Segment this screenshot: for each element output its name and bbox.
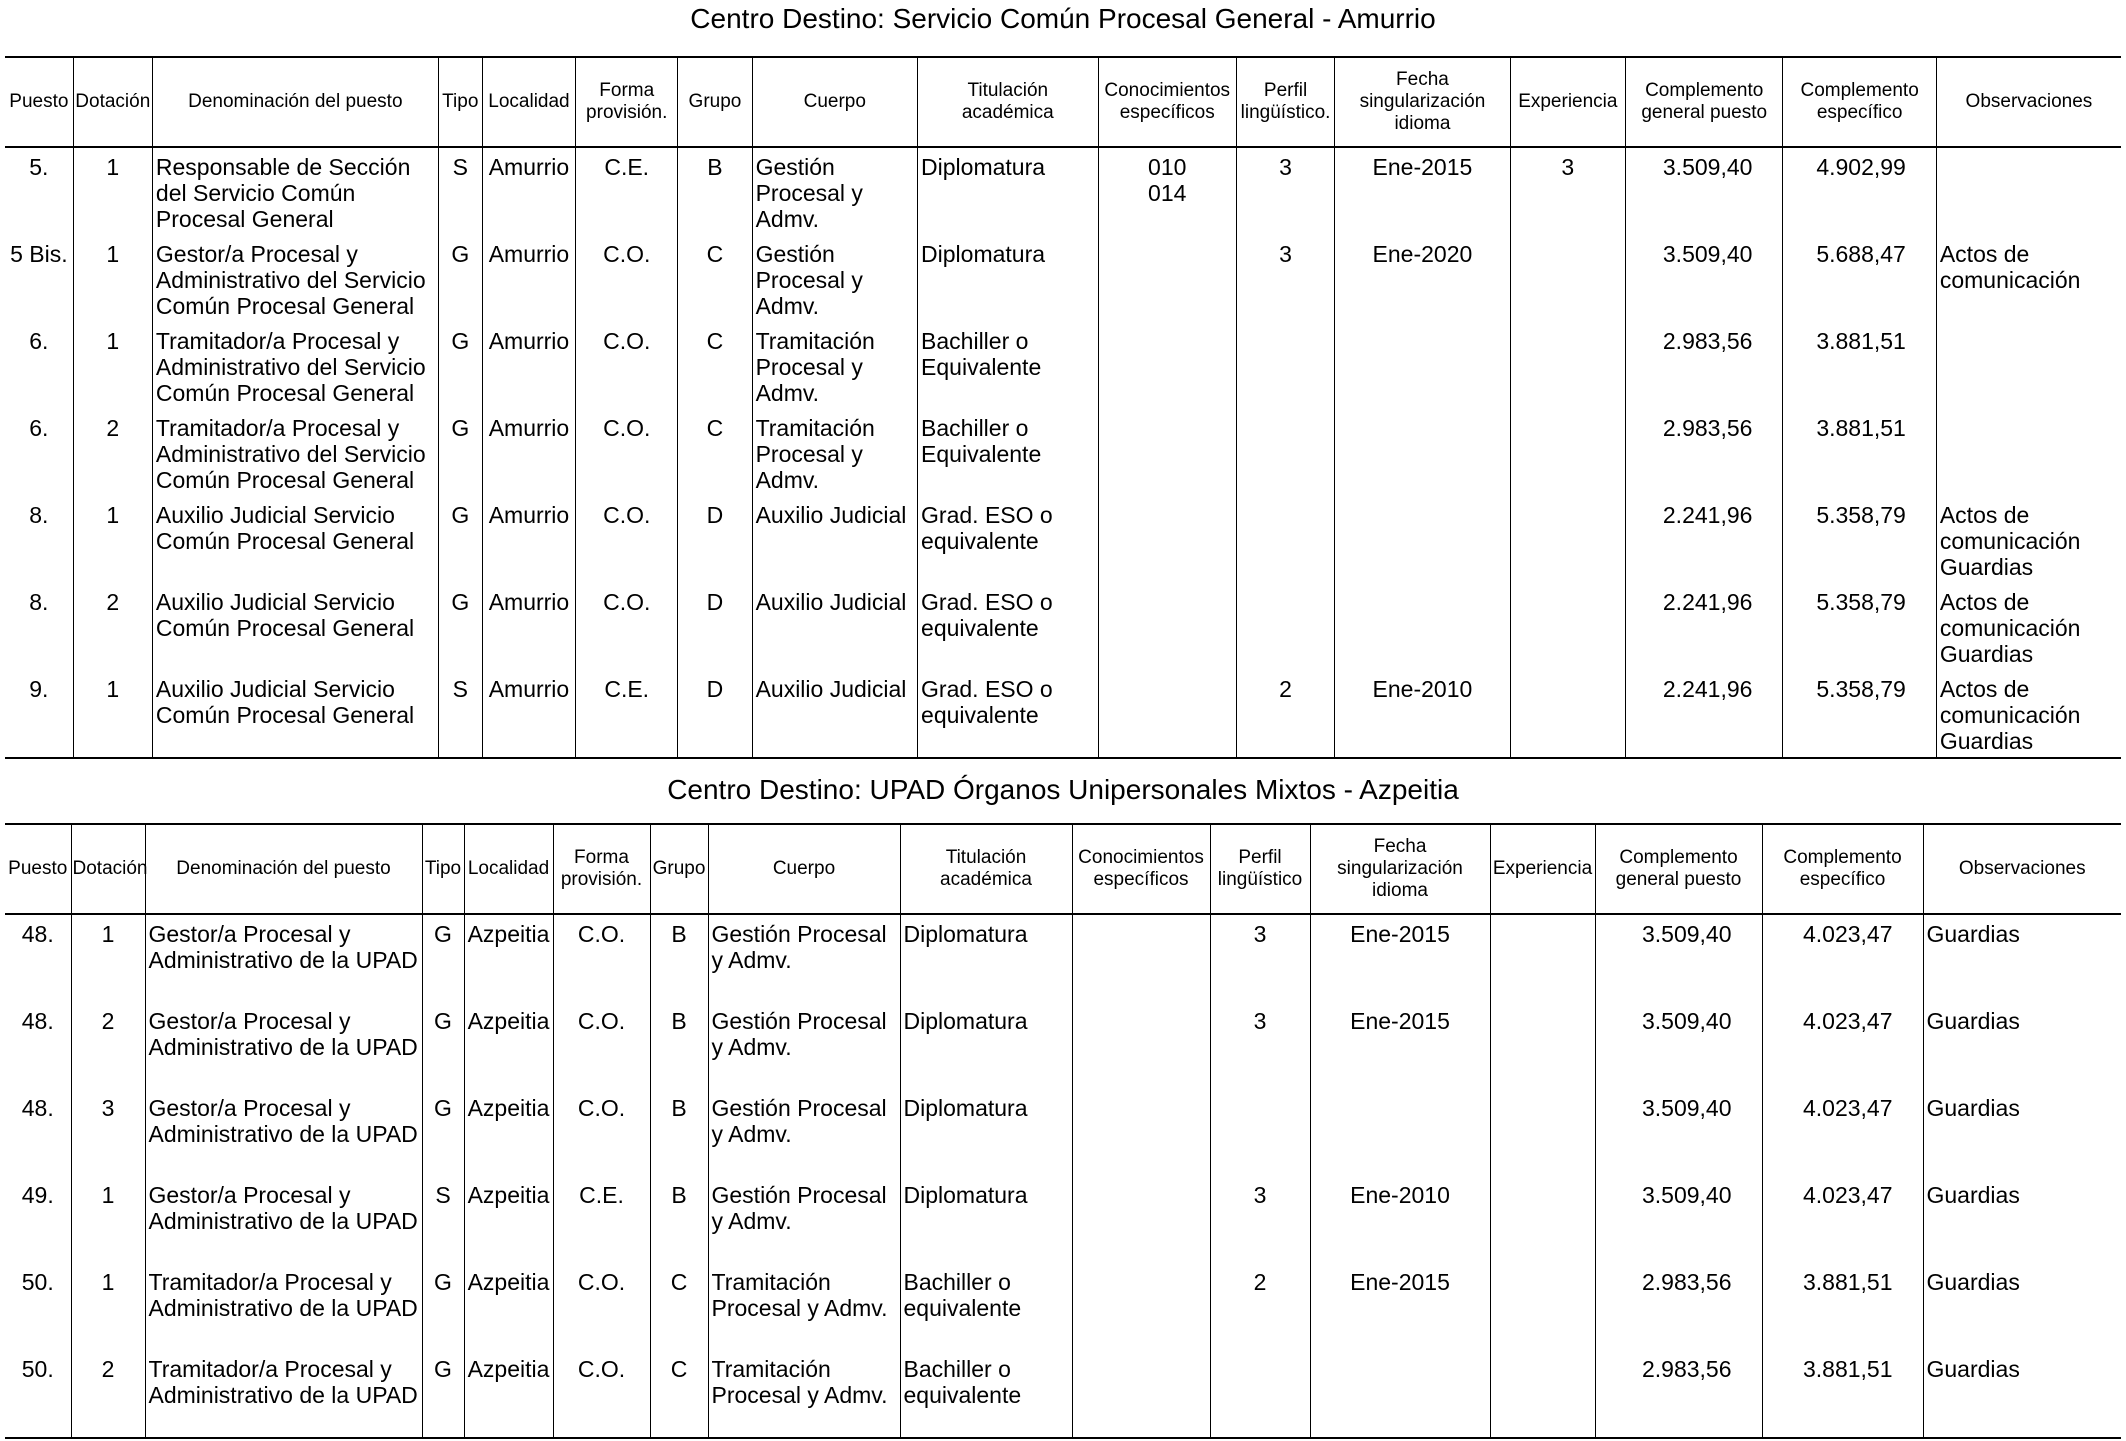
cell-denominacion: Auxilio Judicial Servicio Común Procesal General xyxy=(152,670,438,758)
cell-localidad: Azpeitia xyxy=(464,914,553,1002)
cell-dotacion: 1 xyxy=(73,147,152,235)
cell-observaciones: Actos de comunicación Guardias xyxy=(1936,496,2121,583)
cell-cuerpo: Gestión Procesal y Admv. xyxy=(708,914,900,1002)
table-amurrio xyxy=(5,56,2121,759)
cell-experiencia xyxy=(1510,235,1625,322)
table-header-row xyxy=(5,824,2121,914)
cell-complemento-general: 2.983,56 xyxy=(1625,322,1782,409)
cell-conocimientos: 010 014 xyxy=(1098,147,1236,235)
cell-titulacion: Grad. ESO o equivalente xyxy=(918,496,1099,583)
cell-observaciones: Actos de comunicación xyxy=(1936,235,2121,322)
cell-complemento-especifico: 5.358,79 xyxy=(1783,670,1936,758)
cell-forma-provision: C.O. xyxy=(553,914,650,1002)
cell-complemento-especifico: 4.023,47 xyxy=(1762,1089,1923,1176)
cell-titulacion: Diplomatura xyxy=(900,1002,1072,1089)
cell-complemento-general: 3.509,40 xyxy=(1595,1176,1762,1263)
cell-dotacion: 3 xyxy=(71,1089,145,1176)
header-complemento-general: Complemento general puesto xyxy=(1625,57,1782,147)
cell-perfil: 2 xyxy=(1210,1263,1310,1350)
cell-localidad: Amurrio xyxy=(482,670,575,758)
cell-denominacion: Gestor/a Procesal y Administrativo del Servicio Común Procesal General xyxy=(152,235,438,322)
cell-grupo: C xyxy=(678,235,752,322)
cell-dotacion: 1 xyxy=(73,235,152,322)
cell-titulacion: Grad. ESO o equivalente xyxy=(918,670,1099,758)
header-tipo: Tipo xyxy=(422,824,464,914)
cell-tipo: G xyxy=(438,496,482,583)
cell-dotacion: 1 xyxy=(73,322,152,409)
cell-puesto: 6. xyxy=(29,415,49,441)
cell-conocimientos xyxy=(1072,1176,1210,1263)
header-conocimientos: Conocimientos específicos xyxy=(1098,57,1236,147)
cell-experiencia xyxy=(1490,1263,1595,1350)
cell-titulacion: Bachiller o Equivalente xyxy=(918,322,1099,409)
table-row xyxy=(5,1176,2121,1263)
cell-tipo: S xyxy=(422,1176,464,1263)
cell-experiencia xyxy=(1490,1350,1595,1438)
cell-tipo: G xyxy=(438,583,482,670)
cell-grupo: C xyxy=(678,409,752,496)
cell-cuerpo: Gestión Procesal y Admv. xyxy=(752,235,917,322)
cell-perfil xyxy=(1210,1350,1310,1438)
cell-cuerpo: Tramitación Procesal y Admv. xyxy=(752,409,917,496)
cell-fecha-singularizacion xyxy=(1310,1350,1490,1438)
cell-fecha-singularizacion: Ene-2010 xyxy=(1310,1176,1490,1263)
cell-dotacion: 2 xyxy=(71,1002,145,1089)
cell-perfil: 3 xyxy=(1210,1176,1310,1263)
cell-complemento-especifico: 3.881,51 xyxy=(1762,1263,1923,1350)
cell-observaciones xyxy=(1936,322,2121,409)
cell-titulacion: Diplomatura xyxy=(918,147,1099,235)
cell-denominacion: Responsable de Sección del Servicio Común Procesal General xyxy=(152,147,438,235)
cell-tipo: G xyxy=(438,235,482,322)
cell-complemento-especifico: 4.023,47 xyxy=(1762,1176,1923,1263)
header-cuerpo: Cuerpo xyxy=(708,824,900,914)
cell-complemento-general: 3.509,40 xyxy=(1595,1002,1762,1089)
cell-conocimientos xyxy=(1072,1089,1210,1176)
cell-puesto: 48. xyxy=(21,1095,54,1121)
cell-grupo: C xyxy=(678,322,752,409)
cell-observaciones: Guardias xyxy=(1923,1350,2121,1438)
cell-forma-provision: C.O. xyxy=(576,583,678,670)
header-observaciones: Observaciones xyxy=(1936,57,2121,147)
cell-complemento-general: 3.509,40 xyxy=(1595,914,1762,1002)
cell-perfil: 3 xyxy=(1236,235,1334,322)
cell-experiencia: 3 xyxy=(1510,147,1625,235)
cell-experiencia xyxy=(1490,1089,1595,1176)
cell-grupo: B xyxy=(650,1176,708,1263)
header-dotacion: Dotación xyxy=(71,824,145,914)
cell-forma-provision: C.O. xyxy=(576,322,678,409)
cell-fecha-singularizacion xyxy=(1335,583,1510,670)
table-row xyxy=(5,1002,2121,1089)
cell-tipo: G xyxy=(438,322,482,409)
cell-complemento-general: 3.509,40 xyxy=(1595,1089,1762,1176)
cell-denominacion: Auxilio Judicial Servicio Común Procesal General xyxy=(152,583,438,670)
cell-observaciones: Guardias xyxy=(1923,1263,2121,1350)
cell-complemento-especifico: 4.023,47 xyxy=(1762,914,1923,1002)
table-row xyxy=(5,1263,2121,1350)
cell-perfil xyxy=(1210,1089,1310,1176)
cell-puesto: 8. xyxy=(29,589,49,615)
cell-conocimientos xyxy=(1072,1263,1210,1350)
header-perfil: Perfil lingüístico xyxy=(1210,824,1310,914)
table-row xyxy=(5,1350,2121,1438)
cell-fecha-singularizacion: Ene-2015 xyxy=(1310,1263,1490,1350)
cell-observaciones: Guardias xyxy=(1923,1089,2121,1176)
cell-conocimientos xyxy=(1098,496,1236,583)
cell-puesto: 50. xyxy=(21,1269,54,1295)
cell-forma-provision: C.E. xyxy=(553,1176,650,1263)
table-row xyxy=(5,670,2121,758)
cell-titulacion: Diplomatura xyxy=(918,235,1099,322)
cell-forma-provision: C.O. xyxy=(553,1002,650,1089)
cell-cuerpo: Gestión Procesal y Admv. xyxy=(708,1002,900,1089)
cell-tipo: G xyxy=(422,1263,464,1350)
cell-denominacion: Gestor/a Procesal y Administrativo de la UPAD xyxy=(145,1002,422,1089)
header-denominacion: Denominación del puesto xyxy=(145,824,422,914)
cell-puesto: 9. xyxy=(5,670,73,758)
cell-forma-provision: C.O. xyxy=(576,496,678,583)
cell-tipo: G xyxy=(422,1002,464,1089)
header-fecha-singularizacion: Fecha singularización idioma xyxy=(1310,824,1490,914)
cell-complemento-especifico: 3.881,51 xyxy=(1783,322,1936,409)
cell-fecha-singularizacion xyxy=(1335,409,1510,496)
cell-experiencia xyxy=(1490,914,1595,1002)
cell-denominacion: Auxilio Judicial Servicio Común Procesal General xyxy=(152,496,438,583)
cell-complemento-especifico: 3.881,51 xyxy=(1783,409,1936,496)
cell-conocimientos xyxy=(1098,583,1236,670)
cell-complemento-general: 2.983,56 xyxy=(1595,1350,1762,1438)
header-puesto: Puesto xyxy=(5,57,73,147)
cell-perfil: 3 xyxy=(1236,147,1334,235)
cell-localidad: Azpeitia xyxy=(464,1350,553,1438)
cell-fecha-singularizacion: Ene-2015 xyxy=(1335,147,1510,235)
header-grupo: Grupo xyxy=(650,824,708,914)
cell-forma-provision: C.E. xyxy=(576,670,678,758)
cell-forma-provision: C.O. xyxy=(553,1263,650,1350)
cell-observaciones: Guardias xyxy=(1923,1176,2121,1263)
cell-denominacion: Tramitador/a Procesal y Administrativo de la UPAD xyxy=(145,1263,422,1350)
cell-puesto: 50. xyxy=(5,1350,71,1438)
cell-grupo: D xyxy=(678,583,752,670)
cell-localidad: Amurrio xyxy=(482,322,575,409)
cell-complemento-general: 2.241,96 xyxy=(1625,670,1782,758)
cell-conocimientos xyxy=(1098,409,1236,496)
cell-experiencia xyxy=(1510,322,1625,409)
cell-grupo: D xyxy=(678,670,752,758)
cell-cuerpo: Gestión Procesal y Admv. xyxy=(752,147,917,235)
cell-complemento-general: 2.241,96 xyxy=(1625,496,1782,583)
cell-fecha-singularizacion: Ene-2010 xyxy=(1335,670,1510,758)
cell-fecha-singularizacion: Ene-2020 xyxy=(1335,235,1510,322)
cell-grupo: B xyxy=(650,1089,708,1176)
cell-puesto: 49. xyxy=(21,1182,54,1208)
cell-conocimientos xyxy=(1098,670,1236,758)
table-header-row xyxy=(5,57,2121,147)
cell-experiencia xyxy=(1510,583,1625,670)
cell-complemento-especifico: 3.881,51 xyxy=(1762,1350,1923,1438)
cell-titulacion: Diplomatura xyxy=(900,1089,1072,1176)
cell-dotacion: 1 xyxy=(73,670,152,758)
header-localidad: Localidad xyxy=(464,824,553,914)
cell-perfil: 3 xyxy=(1210,1002,1310,1089)
table-row xyxy=(5,322,2121,409)
cell-observaciones: Actos de comunicación Guardias xyxy=(1936,583,2121,670)
cell-grupo: C xyxy=(650,1350,708,1438)
header-complemento-especifico: Complemento específico xyxy=(1762,824,1923,914)
cell-experiencia xyxy=(1510,409,1625,496)
cell-tipo: G xyxy=(438,409,482,496)
cell-denominacion: Gestor/a Procesal y Administrativo de la UPAD xyxy=(145,914,422,1002)
cell-cuerpo: Tramitación Procesal y Admv. xyxy=(708,1350,900,1438)
cell-cuerpo: Tramitación Procesal y Admv. xyxy=(708,1263,900,1350)
cell-tipo: S xyxy=(438,147,482,235)
cell-perfil xyxy=(1236,496,1334,583)
cell-cuerpo: Auxilio Judicial xyxy=(752,496,917,583)
cell-forma-provision: C.O. xyxy=(576,409,678,496)
cell-perfil xyxy=(1236,583,1334,670)
cell-dotacion: 1 xyxy=(71,1263,145,1350)
cell-cuerpo: Auxilio Judicial xyxy=(752,670,917,758)
cell-complemento-general: 2.983,56 xyxy=(1595,1263,1762,1350)
cell-denominacion: Tramitador/a Procesal y Administrativo del Servicio Común Procesal General xyxy=(152,322,438,409)
cell-puesto: 6. xyxy=(29,328,49,354)
table-row xyxy=(5,147,2121,235)
cell-tipo: G xyxy=(422,914,464,1002)
cell-dotacion: 1 xyxy=(71,914,145,1002)
header-titulacion: Titulación académica xyxy=(918,57,1099,147)
cell-experiencia xyxy=(1510,496,1625,583)
cell-tipo: G xyxy=(422,1350,464,1438)
cell-forma-provision: C.E. xyxy=(576,147,678,235)
header-observaciones: Observaciones xyxy=(1923,824,2121,914)
cell-fecha-singularizacion xyxy=(1335,322,1510,409)
cell-grupo: B xyxy=(650,914,708,1002)
cell-forma-provision: C.O. xyxy=(553,1350,650,1438)
cell-fecha-singularizacion xyxy=(1335,496,1510,583)
header-complemento-general: Complemento general puesto xyxy=(1595,824,1762,914)
cell-grupo: B xyxy=(678,147,752,235)
cell-observaciones xyxy=(1936,147,2121,235)
cell-localidad: Amurrio xyxy=(482,235,575,322)
header-experiencia: Experiencia xyxy=(1490,824,1595,914)
cell-conocimientos xyxy=(1072,1002,1210,1089)
cell-complemento-especifico: 4.902,99 xyxy=(1783,147,1936,235)
table-row xyxy=(5,914,2121,1002)
cell-dotacion: 2 xyxy=(71,1350,145,1438)
cell-denominacion: Gestor/a Procesal y Administrativo de la UPAD xyxy=(145,1089,422,1176)
cell-puesto: 5. xyxy=(29,154,49,180)
cell-complemento-especifico: 4.023,47 xyxy=(1762,1002,1923,1089)
header-tipo: Tipo xyxy=(438,57,482,147)
table-row xyxy=(5,496,2121,583)
cell-perfil: 3 xyxy=(1210,914,1310,1002)
cell-dotacion: 2 xyxy=(73,583,152,670)
cell-observaciones: Guardias xyxy=(1923,914,2121,1002)
cell-fecha-singularizacion: Ene-2015 xyxy=(1310,914,1490,1002)
cell-observaciones: Guardias xyxy=(1923,1002,2121,1089)
cell-experiencia xyxy=(1490,1176,1595,1263)
cell-forma-provision: C.O. xyxy=(576,235,678,322)
cell-conocimientos xyxy=(1098,322,1236,409)
cell-grupo: B xyxy=(650,1002,708,1089)
cell-perfil xyxy=(1236,322,1334,409)
cell-localidad: Amurrio xyxy=(482,496,575,583)
header-experiencia: Experiencia xyxy=(1510,57,1625,147)
cell-puesto: 5 Bis. xyxy=(10,241,68,267)
cell-denominacion: Tramitador/a Procesal y Administrativo del Servicio Común Procesal General xyxy=(152,409,438,496)
cell-titulacion: Bachiller o Equivalente xyxy=(918,409,1099,496)
cell-localidad: Amurrio xyxy=(482,583,575,670)
cell-grupo: C xyxy=(650,1263,708,1350)
cell-puesto: 8. xyxy=(29,502,49,528)
cell-cuerpo: Gestión Procesal y Admv. xyxy=(708,1176,900,1263)
cell-conocimientos xyxy=(1098,235,1236,322)
header-localidad: Localidad xyxy=(482,57,575,147)
cell-dotacion: 1 xyxy=(73,496,152,583)
header-forma-provision: Forma provisión. xyxy=(576,57,678,147)
cell-complemento-especifico: 5.688,47 xyxy=(1783,235,1936,322)
cell-complemento-especifico: 5.358,79 xyxy=(1783,496,1936,583)
cell-dotacion: 1 xyxy=(71,1176,145,1263)
cell-puesto: 48. xyxy=(21,921,54,947)
header-perfil: Perfil lingüístico. xyxy=(1236,57,1334,147)
table-azpeitia xyxy=(5,823,2121,1439)
header-complemento-especifico: Complemento específico xyxy=(1783,57,1936,147)
section-title-amurrio: Centro Destino: Servicio Común Procesal General - Amurrio xyxy=(690,3,1436,34)
cell-titulacion: Bachiller o equivalente xyxy=(900,1263,1072,1350)
cell-observaciones: Actos de comunicación Guardias xyxy=(1936,670,2121,758)
header-puesto: Puesto xyxy=(5,824,71,914)
cell-localidad: Azpeitia xyxy=(464,1176,553,1263)
cell-forma-provision: C.O. xyxy=(553,1089,650,1176)
cell-denominacion: Tramitador/a Procesal y Administrativo de la UPAD xyxy=(145,1350,422,1438)
cell-titulacion: Diplomatura xyxy=(900,914,1072,1002)
header-titulacion: Titulación académica xyxy=(900,824,1072,914)
cell-localidad: Amurrio xyxy=(482,409,575,496)
header-denominacion: Denominación del puesto xyxy=(152,57,438,147)
cell-complemento-especifico: 5.358,79 xyxy=(1783,583,1936,670)
cell-complemento-general: 2.241,96 xyxy=(1625,583,1782,670)
cell-localidad: Amurrio xyxy=(482,147,575,235)
cell-localidad: Azpeitia xyxy=(464,1263,553,1350)
cell-experiencia xyxy=(1490,1002,1595,1089)
section-title-azpeitia: Centro Destino: UPAD Órganos Unipersonales Mixtos - Azpeitia xyxy=(667,774,1459,805)
cell-tipo: S xyxy=(438,670,482,758)
table-row xyxy=(5,235,2121,322)
cell-conocimientos xyxy=(1072,1350,1210,1438)
table-row xyxy=(5,409,2121,496)
cell-titulacion: Grad. ESO o equivalente xyxy=(918,583,1099,670)
table-row xyxy=(5,583,2121,670)
cell-tipo: G xyxy=(422,1089,464,1176)
header-cuerpo: Cuerpo xyxy=(752,57,917,147)
cell-denominacion: Gestor/a Procesal y Administrativo de la UPAD xyxy=(145,1176,422,1263)
cell-cuerpo: Gestión Procesal y Admv. xyxy=(708,1089,900,1176)
cell-puesto: 48. xyxy=(21,1008,54,1034)
header-forma-provision: Forma provisión. xyxy=(553,824,650,914)
cell-titulacion: Diplomatura xyxy=(900,1176,1072,1263)
cell-fecha-singularizacion: Ene-2015 xyxy=(1310,1002,1490,1089)
cell-experiencia xyxy=(1510,670,1625,758)
cell-complemento-general: 3.509,40 xyxy=(1625,235,1782,322)
cell-conocimientos xyxy=(1072,914,1210,1002)
cell-grupo: D xyxy=(678,496,752,583)
cell-localidad: Azpeitia xyxy=(464,1002,553,1089)
cell-fecha-singularizacion xyxy=(1310,1089,1490,1176)
cell-perfil xyxy=(1236,409,1334,496)
header-fecha-singularizacion: Fecha singularización idioma xyxy=(1335,57,1510,147)
cell-titulacion: Bachiller o equivalente xyxy=(900,1350,1072,1438)
header-conocimientos: Conocimientos específicos xyxy=(1072,824,1210,914)
cell-localidad: Azpeitia xyxy=(464,1089,553,1176)
cell-complemento-general: 3.509,40 xyxy=(1625,147,1782,235)
cell-observaciones xyxy=(1936,409,2121,496)
header-dotacion: Dotación xyxy=(73,57,152,147)
cell-dotacion: 2 xyxy=(73,409,152,496)
cell-cuerpo: Auxilio Judicial xyxy=(752,583,917,670)
table-row xyxy=(5,1089,2121,1176)
cell-cuerpo: Tramitación Procesal y Admv. xyxy=(752,322,917,409)
header-grupo: Grupo xyxy=(678,57,752,147)
cell-perfil: 2 xyxy=(1236,670,1334,758)
cell-complemento-general: 2.983,56 xyxy=(1625,409,1782,496)
